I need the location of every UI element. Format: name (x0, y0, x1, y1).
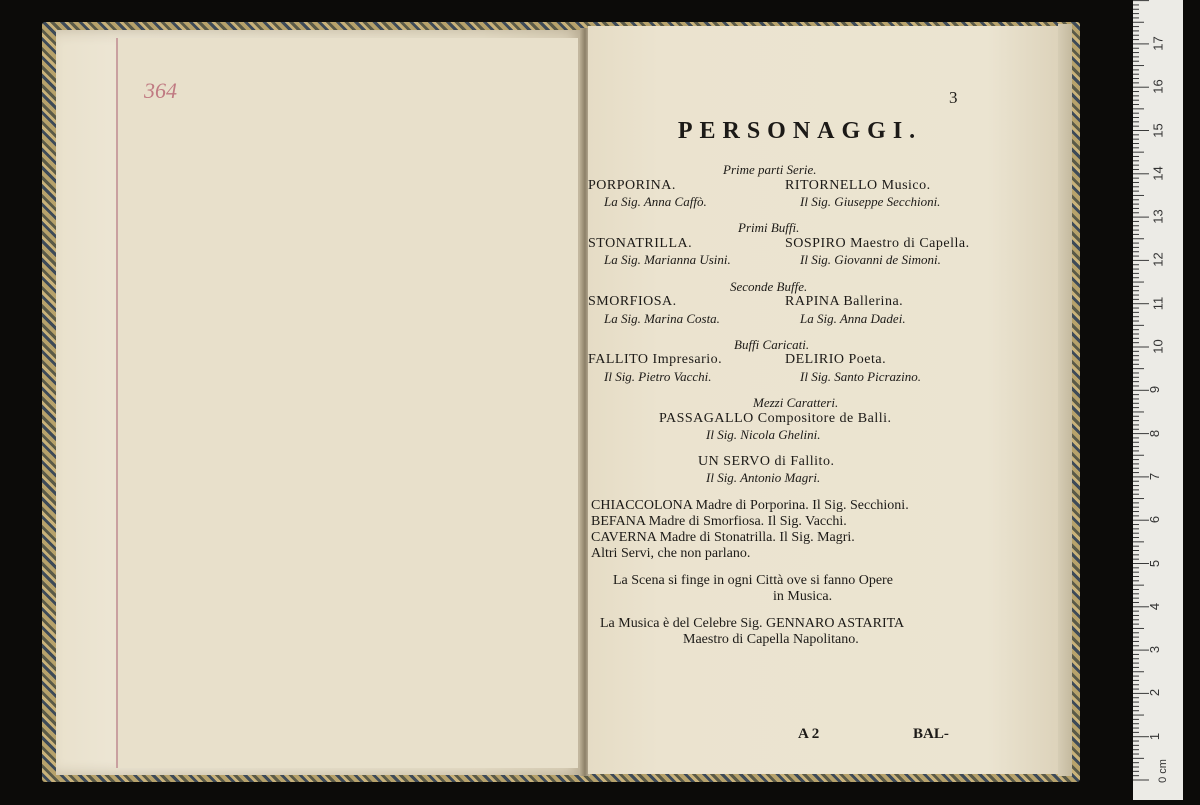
ruler-number: 9 (1147, 386, 1163, 394)
ruler-number: 3 (1147, 645, 1163, 654)
ruler-number: 8 (1147, 429, 1163, 437)
actor-name: La Sig. Anna Dadei. (800, 311, 906, 326)
actor-name: Il Sig. Pietro Vacchi. (604, 369, 712, 384)
section-title: Buffi Caricati. (734, 337, 810, 352)
section-title: Seconde Buffe. (730, 279, 808, 294)
role-name: FALLITO Impresario. (588, 352, 723, 367)
extra-role-line: CAVERNA Madre di Stonatrilla. Il Sig. Magri. (591, 530, 855, 545)
measuring-ruler (1133, 0, 1183, 800)
ruler-number: 14 (1150, 166, 1166, 181)
page-number: 3 (949, 88, 958, 107)
role-name: PASSAGALLO Compositore de Balli. (659, 411, 892, 426)
ruler-number: 4 (1147, 602, 1163, 610)
actor-name: Il Sig. Nicola Ghelini. (706, 427, 821, 442)
actor-name: La Sig. Marina Costa. (604, 311, 720, 326)
ruler-number: 17 (1150, 36, 1166, 51)
role-name: RAPINA Ballerina. (785, 294, 904, 309)
extra-role-line: CHIACCOLONA Madre di Porporina. Il Sig. Secchioni. (591, 498, 909, 513)
ruler-number: 11 (1150, 296, 1166, 310)
role-name: PORPORINA. (588, 178, 676, 193)
ruler-number: 6 (1147, 516, 1163, 524)
right-page (588, 26, 1058, 774)
section-title: Primi Buffi. (738, 220, 800, 235)
scena-note: La Scena si finge in ogni Città ove si fanno Opere (613, 573, 893, 588)
scena-note: in Musica. (773, 589, 833, 604)
ruler-number: 15 (1150, 122, 1166, 138)
extra-role-line: BEFANA Madre di Smorfiosa. Il Sig. Vacchi. (591, 514, 847, 529)
actor-name: La Sig. Anna Caffò. (604, 194, 707, 209)
catchword: BAL- (913, 726, 949, 742)
role-name: STONATRILLA. (588, 236, 693, 251)
ruler-unit-label: 0 cm (1156, 759, 1169, 783)
section-title: Prime parti Serie. (723, 162, 817, 177)
actor-name: Il Sig. Antonio Magri. (706, 470, 821, 485)
page-heading: PERSONAGGI. (677, 118, 923, 144)
actor-name: La Sig. Marianna Usini. (604, 252, 731, 267)
left-page (56, 30, 584, 775)
handwritten-note: 364 (144, 78, 177, 103)
page-edge (1058, 24, 1072, 776)
role-name: SOSPIRO Maestro di Capella. (785, 236, 970, 251)
role-name: UN SERVO di Fallito. (698, 454, 835, 469)
extra-role-line: Altri Servi, che non parlano. (591, 546, 751, 561)
ruler-number: 5 (1147, 559, 1163, 567)
ruler-number: 10 (1150, 339, 1166, 354)
actor-name: Il Sig. Giuseppe Secchioni. (800, 194, 941, 209)
ruler-number: 7 (1147, 472, 1163, 481)
signature-mark: A 2 (798, 726, 820, 742)
actor-name: Il Sig. Santo Picrazino. (800, 369, 921, 384)
ruler-number: 1 (1147, 732, 1163, 740)
ruler-number: 13 (1150, 209, 1166, 224)
role-name: SMORFIOSA. (588, 294, 677, 309)
ruler-number: 2 (1147, 689, 1163, 697)
musica-note: La Musica è del Celebre Sig. GENNARO ASTARITA (600, 616, 905, 631)
left-page-leaf (116, 38, 578, 768)
section-title: Mezzi Caratteri. (753, 395, 839, 410)
musica-note: Maestro di Capella Napolitano. (683, 632, 859, 647)
role-name: DELIRIO Poeta. (785, 352, 887, 367)
actor-name: Il Sig. Giovanni de Simoni. (800, 252, 941, 267)
role-name: RITORNELLO Musico. (785, 178, 931, 193)
ruler-number: 16 (1150, 79, 1166, 94)
ruler-number: 12 (1150, 252, 1166, 268)
ruler-ticks (1133, 0, 1183, 800)
